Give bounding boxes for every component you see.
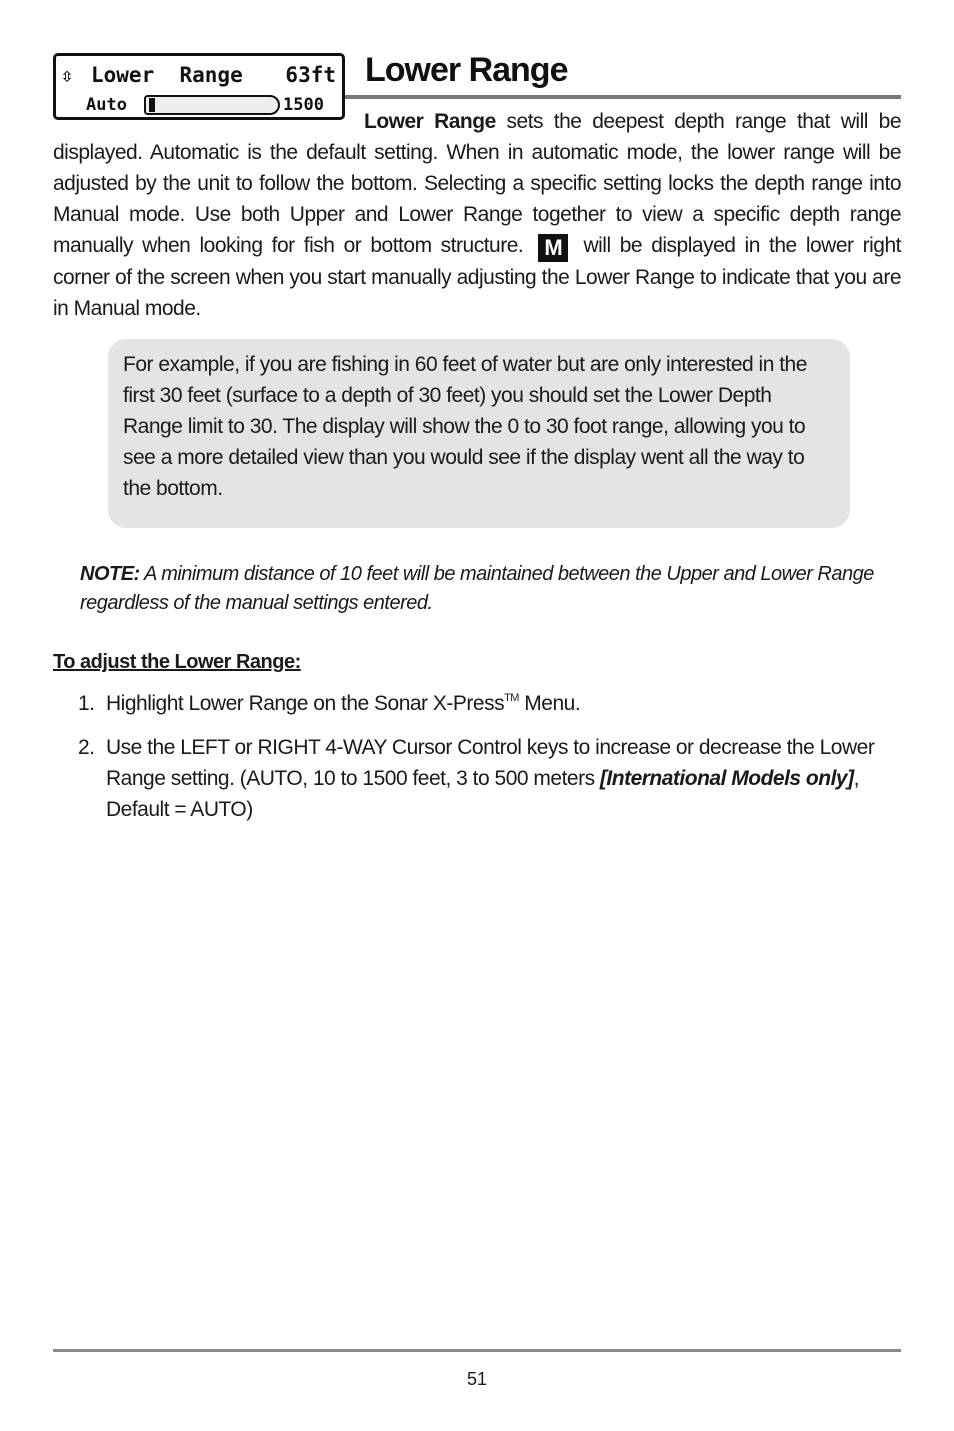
intro-paragraph <box>53 106 901 324</box>
procedure-steps <box>78 688 878 825</box>
step-text: Use the LEFT or RIGHT 4-WAY Cursor Control keys to increase or decrease the Lower Range setting. (AUTO, 10 to 1500 feet, 3 to 500 meters <box>106 736 875 790</box>
title-rule <box>345 95 901 99</box>
note-text: A minimum distance of 10 feet will be maintained between the Upper and Lower Range regardless of the manual settings entered. <box>80 563 874 614</box>
step-item <box>78 732 878 825</box>
step-number: 2. <box>78 736 95 759</box>
intro-text-1: sets the deepest depth range that will be displayed. Automatic is the default setting. When in automatic mode, the lower range will be adjusted by the unit to follow the bottom. Selecting a specific setting locks the depth range into Manual mode. Use both Upper and Lower Range together to view a specific depth range manually when looking for fish or bottom structure. <box>53 110 902 257</box>
step-text: Highlight Lower Range on the Sonar X-Press <box>106 692 505 715</box>
widget-spacer <box>53 106 364 136</box>
intro-lead: Lower Range <box>364 110 496 133</box>
page-title: Lower Range <box>365 51 568 89</box>
menu-widget-label: Lower Range <box>91 63 243 87</box>
slider-max-label: 1500 <box>283 95 324 115</box>
intro-text-2: will be displayed in the lower right corner of the screen when you start manually adjusting the Lower Range to indicate that you are in Manual mode. <box>53 234 901 320</box>
slider-min-label: Auto <box>86 95 127 115</box>
note-paragraph <box>80 560 890 618</box>
page-number: 51 <box>466 1369 488 1389</box>
menu-widget-header <box>61 60 336 90</box>
example-text: For example, if you are fishing in 60 feet of water but are only interested in the first 30 feet (surface to a depth of 30 feet) you should set the Lower Depth Range limit to 30. The display will show the 0 to 30 foot range, allowing you to see a more detailed view than you would see if the display went all the way to the bottom. <box>123 353 807 500</box>
step-item <box>78 688 878 719</box>
step-number: 1. <box>78 692 95 715</box>
menu-widget-value: 63ft <box>285 63 336 87</box>
updown-arrow-icon: ⇳ <box>61 63 74 87</box>
step-emphasis: [International Models only] <box>599 767 854 790</box>
footer-rule <box>53 1349 901 1352</box>
note-label: NOTE: <box>80 563 140 585</box>
step-text-end: , Default = AUTO) <box>106 767 859 821</box>
step-text-end: Menu. <box>518 692 581 715</box>
example-callout <box>108 339 850 528</box>
manual-mode-badge: M <box>538 234 568 262</box>
trademark-mark: TM <box>504 692 519 704</box>
procedure-heading: To adjust the Lower Range: <box>53 651 301 673</box>
